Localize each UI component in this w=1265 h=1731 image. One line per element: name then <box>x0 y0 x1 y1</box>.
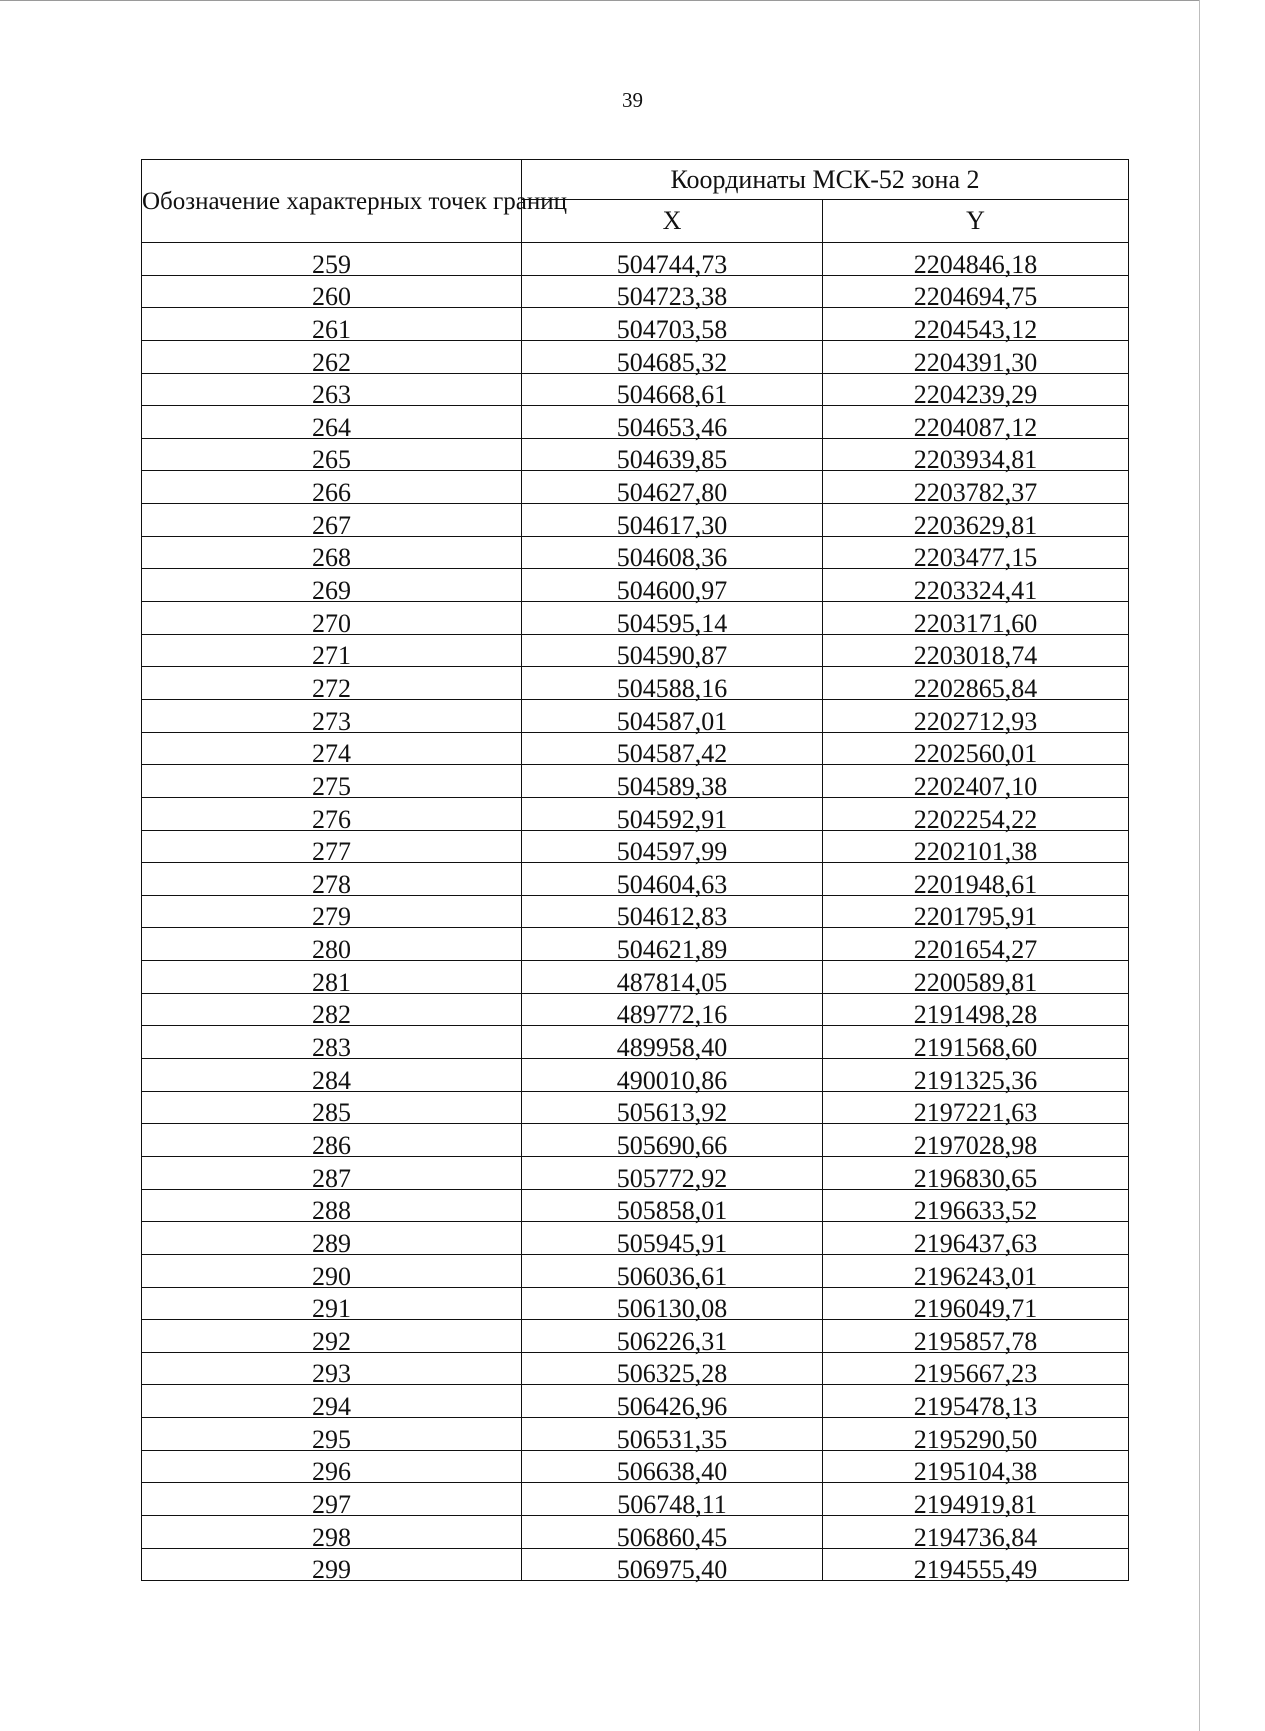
cell-x <box>522 1254 823 1291</box>
cell-y <box>823 504 1129 540</box>
scan-edge-top <box>0 0 1200 1</box>
cell-point-text: 265 <box>312 445 351 475</box>
cell-x-text: 505945,91 <box>616 1228 728 1258</box>
cell-y-text: 2195478,13 <box>913 1392 1038 1422</box>
cell-x <box>522 438 823 475</box>
cell-point-text: 267 <box>312 510 351 540</box>
cell-x-text: 504617,30 <box>616 510 728 540</box>
cell-point <box>142 699 522 736</box>
cell-x-text: 506638,40 <box>616 1457 728 1487</box>
cell-y <box>823 1483 1129 1519</box>
cell-y-text: 2194736,84 <box>913 1522 1038 1552</box>
cell-point-text: 291 <box>312 1294 351 1324</box>
cell-y-text: 2204087,12 <box>913 412 1038 442</box>
cell-x <box>522 1450 823 1487</box>
cell-x-text: 505613,92 <box>616 1098 728 1128</box>
cell-x <box>522 1124 823 1160</box>
cell-x-text: 504608,36 <box>616 543 728 573</box>
table-row <box>142 373 1129 406</box>
cell-point <box>142 406 522 442</box>
table-row <box>142 275 1129 308</box>
cell-point <box>142 1515 522 1552</box>
cell-point-text: 270 <box>312 608 351 638</box>
cell-point-text: 288 <box>312 1196 351 1226</box>
table-row <box>142 634 1129 667</box>
coordinates-table <box>141 159 1129 1585</box>
cell-x-text: 504703,58 <box>616 314 728 344</box>
cell-point <box>142 895 522 932</box>
header-y: Y <box>823 200 1129 243</box>
cell-point-text: 259 <box>312 249 351 279</box>
cell-point-text: 263 <box>312 380 351 410</box>
cell-point <box>142 536 522 573</box>
cell-point-text: 271 <box>312 641 351 671</box>
cell-point <box>142 1059 522 1095</box>
cell-x-text: 506226,31 <box>616 1326 728 1356</box>
cell-y <box>823 1352 1129 1389</box>
cell-point <box>142 1254 522 1291</box>
cell-point <box>142 863 522 899</box>
cell-y <box>823 1320 1129 1356</box>
cell-point-text: 292 <box>312 1326 351 1356</box>
cell-x-text: 504588,16 <box>616 673 728 703</box>
cell-y-text: 2202865,84 <box>913 673 1038 703</box>
cell-point-text: 280 <box>312 935 351 965</box>
cell-point-text: 287 <box>312 1163 351 1193</box>
cell-y <box>823 634 1129 671</box>
cell-x-text: 504612,83 <box>616 902 728 932</box>
cell-y <box>823 699 1129 736</box>
cell-x <box>522 373 823 410</box>
table-row <box>142 406 1129 439</box>
cell-x-text: 504589,38 <box>616 771 728 801</box>
cell-x <box>522 1352 823 1389</box>
cell-y-text: 2204239,29 <box>913 380 1038 410</box>
cell-x-text: 489958,40 <box>616 1033 728 1063</box>
cell-point <box>142 1287 522 1324</box>
cell-x <box>522 243 823 279</box>
cell-y-text: 2204391,30 <box>913 347 1038 377</box>
cell-point-text: 266 <box>312 478 351 508</box>
cell-y <box>823 797 1129 834</box>
cell-y <box>823 667 1129 703</box>
cell-y-text: 2201654,27 <box>913 935 1038 965</box>
cell-y <box>823 536 1129 573</box>
table-row <box>142 602 1129 635</box>
cell-y-text: 2195104,38 <box>913 1457 1038 1487</box>
header-coordinates-group: Координаты МСК-52 зона 2 <box>522 160 1129 200</box>
cell-point-text: 293 <box>312 1359 351 1389</box>
cell-x <box>522 895 823 932</box>
cell-y-text: 2196437,63 <box>913 1228 1038 1258</box>
table-row <box>142 438 1129 471</box>
table-row <box>142 340 1129 373</box>
cell-x-text: 504668,61 <box>616 380 728 410</box>
cell-x-text: 504590,87 <box>616 641 728 671</box>
cell-x-text: 504744,73 <box>616 249 728 279</box>
cell-y-text: 2201795,91 <box>913 902 1038 932</box>
cell-y <box>823 438 1129 475</box>
table-row <box>142 863 1129 896</box>
table-row <box>142 569 1129 602</box>
table-row <box>142 1222 1129 1255</box>
cell-point-text: 284 <box>312 1065 351 1095</box>
cell-x-text: 504653,46 <box>616 412 728 442</box>
cell-x <box>522 1418 823 1454</box>
cell-point <box>142 1450 522 1487</box>
cell-x-text: 506426,96 <box>616 1392 728 1422</box>
cell-x <box>522 928 823 965</box>
table-row <box>142 895 1129 928</box>
cell-y-text: 2204543,12 <box>913 314 1038 344</box>
cell-x <box>522 406 823 442</box>
cell-point-text: 272 <box>312 673 351 703</box>
cell-y <box>823 895 1129 932</box>
cell-point-text: 264 <box>312 412 351 442</box>
cell-y <box>823 1515 1129 1552</box>
table-body <box>142 243 1129 1585</box>
cell-y <box>823 1548 1129 1585</box>
cell-y-text: 2197221,63 <box>913 1098 1038 1128</box>
cell-x-text: 506130,08 <box>616 1294 728 1324</box>
cell-y-text: 2196830,65 <box>913 1163 1038 1193</box>
cell-point <box>142 732 522 769</box>
cell-point-text: 286 <box>312 1130 351 1160</box>
cell-y <box>823 1222 1129 1258</box>
table-row <box>142 699 1129 732</box>
cell-point-text: 274 <box>312 739 351 769</box>
cell-point <box>142 993 522 1030</box>
cell-point-text: 278 <box>312 869 351 899</box>
cell-x <box>522 1515 823 1552</box>
table-header <box>142 160 1129 243</box>
cell-y <box>823 406 1129 442</box>
cell-point-text: 285 <box>312 1098 351 1128</box>
cell-point-text: 268 <box>312 543 351 573</box>
cell-y-text: 2202560,01 <box>913 739 1038 769</box>
cell-y <box>823 1026 1129 1063</box>
cell-y-text: 2194555,49 <box>913 1555 1038 1585</box>
cell-x <box>522 863 823 899</box>
cell-point-text: 299 <box>312 1555 351 1585</box>
cell-point <box>142 1320 522 1356</box>
scan-edge-right <box>1199 0 1200 1731</box>
cell-x-text: 504587,42 <box>616 739 728 769</box>
cell-y <box>823 1189 1129 1226</box>
cell-x <box>522 1385 823 1422</box>
cell-y-text: 2195290,50 <box>913 1424 1038 1454</box>
cell-y-text: 2203324,41 <box>913 576 1038 606</box>
cell-point <box>142 438 522 475</box>
cell-y <box>823 765 1129 801</box>
cell-x-text: 506531,35 <box>616 1424 728 1454</box>
cell-point-text: 262 <box>312 347 351 377</box>
cell-point <box>142 797 522 834</box>
cell-point <box>142 602 522 638</box>
cell-point <box>142 1156 522 1193</box>
table-row <box>142 1385 1129 1418</box>
cell-x <box>522 993 823 1030</box>
cell-point-text: 281 <box>312 967 351 997</box>
cell-x <box>522 765 823 801</box>
cell-x-text: 504587,01 <box>616 706 728 736</box>
cell-y-text: 2191498,28 <box>913 1000 1038 1030</box>
cell-x-text: 504627,80 <box>616 478 728 508</box>
cell-y-text: 2203934,81 <box>913 445 1038 475</box>
cell-x <box>522 340 823 377</box>
cell-y <box>823 928 1129 965</box>
table-row <box>142 536 1129 569</box>
cell-y <box>823 1385 1129 1422</box>
cell-x-text: 505772,92 <box>616 1163 728 1193</box>
cell-x <box>522 308 823 344</box>
table-row <box>142 1515 1129 1548</box>
cell-y <box>823 275 1129 312</box>
cell-point-text: 297 <box>312 1489 351 1519</box>
cell-y <box>823 308 1129 344</box>
table-row <box>142 1287 1129 1320</box>
cell-point-text: 289 <box>312 1228 351 1258</box>
cell-x-text: 504621,89 <box>616 935 728 965</box>
cell-y <box>823 471 1129 508</box>
cell-point <box>142 569 522 606</box>
cell-point <box>142 1385 522 1422</box>
table-row <box>142 1418 1129 1451</box>
cell-x <box>522 1287 823 1324</box>
cell-x <box>522 667 823 703</box>
cell-x-text: 504723,38 <box>616 282 728 312</box>
cell-x-text: 504595,14 <box>616 608 728 638</box>
table-row <box>142 1124 1129 1157</box>
cell-x-text: 504600,97 <box>616 576 728 606</box>
cell-point-text: 279 <box>312 902 351 932</box>
table-row <box>142 1352 1129 1385</box>
table-row <box>142 993 1129 1026</box>
table-row <box>142 1450 1129 1483</box>
cell-y <box>823 1156 1129 1193</box>
cell-point-text: 296 <box>312 1457 351 1487</box>
table-row <box>142 1254 1129 1287</box>
cell-x <box>522 504 823 540</box>
cell-x <box>522 732 823 769</box>
cell-y-text: 2203018,74 <box>913 641 1038 671</box>
cell-point <box>142 1483 522 1519</box>
cell-x-text: 506975,40 <box>616 1555 728 1585</box>
cell-point <box>142 667 522 703</box>
cell-x-text: 504604,63 <box>616 869 728 899</box>
header-point-designation: Обозначение характерных точек границ <box>142 160 522 243</box>
cell-x <box>522 471 823 508</box>
table-row <box>142 1189 1129 1222</box>
cell-y-text: 2195667,23 <box>913 1359 1038 1389</box>
cell-x <box>522 1483 823 1519</box>
cell-y <box>823 732 1129 769</box>
header-x: X <box>522 200 823 243</box>
cell-y <box>823 1091 1129 1128</box>
cell-y <box>823 830 1129 867</box>
table-row <box>142 1548 1129 1581</box>
cell-point-text: 282 <box>312 1000 351 1030</box>
cell-y-text: 2196243,01 <box>913 1261 1038 1291</box>
cell-point-text: 290 <box>312 1261 351 1291</box>
cell-y-text: 2203171,60 <box>913 608 1038 638</box>
table-row <box>142 961 1129 994</box>
cell-y-text: 2191568,60 <box>913 1033 1038 1063</box>
cell-y-text: 2196049,71 <box>913 1294 1038 1324</box>
cell-x-text: 506325,28 <box>616 1359 728 1389</box>
table-row <box>142 928 1129 961</box>
cell-point-text: 276 <box>312 804 351 834</box>
cell-x-text: 490010,86 <box>616 1065 728 1095</box>
cell-x <box>522 602 823 638</box>
cell-point <box>142 765 522 801</box>
cell-x <box>522 1222 823 1258</box>
cell-y-text: 2196633,52 <box>913 1196 1038 1226</box>
table-row <box>142 830 1129 863</box>
cell-x <box>522 1059 823 1095</box>
cell-point <box>142 373 522 410</box>
cell-point-text: 294 <box>312 1392 351 1422</box>
cell-x <box>522 797 823 834</box>
cell-y <box>823 373 1129 410</box>
cell-y <box>823 1418 1129 1454</box>
cell-point <box>142 1189 522 1226</box>
cell-y <box>823 993 1129 1030</box>
cell-x <box>522 1026 823 1063</box>
cell-point-text: 275 <box>312 771 351 801</box>
cell-point <box>142 243 522 279</box>
cell-point <box>142 1548 522 1585</box>
page-number: 39 <box>622 88 643 112</box>
cell-y <box>823 961 1129 997</box>
cell-y-text: 2191325,36 <box>913 1065 1038 1095</box>
table-row <box>142 1059 1129 1092</box>
cell-point <box>142 504 522 540</box>
cell-point <box>142 340 522 377</box>
cell-point <box>142 308 522 344</box>
cell-x <box>522 275 823 312</box>
cell-y-text: 2204846,18 <box>913 249 1038 279</box>
cell-point <box>142 275 522 312</box>
cell-x <box>522 1320 823 1356</box>
cell-point-text: 277 <box>312 837 351 867</box>
cell-point <box>142 1352 522 1389</box>
cell-y-text: 2203477,15 <box>913 543 1038 573</box>
cell-x <box>522 1189 823 1226</box>
cell-point <box>142 634 522 671</box>
cell-point-text: 283 <box>312 1033 351 1063</box>
table-row <box>142 1026 1129 1059</box>
cell-point-text: 273 <box>312 706 351 736</box>
cell-x <box>522 1156 823 1193</box>
table-row <box>142 504 1129 537</box>
cell-point <box>142 1418 522 1454</box>
cell-y <box>823 1254 1129 1291</box>
cell-point <box>142 1124 522 1160</box>
cell-y-text: 2194919,81 <box>913 1489 1038 1519</box>
table-row <box>142 1320 1129 1353</box>
cell-x-text: 504639,85 <box>616 445 728 475</box>
table-row <box>142 667 1129 700</box>
cell-point <box>142 1091 522 1128</box>
table-row <box>142 732 1129 765</box>
cell-y-text: 2202712,93 <box>913 706 1038 736</box>
cell-y <box>823 1059 1129 1095</box>
cell-x <box>522 569 823 606</box>
cell-x <box>522 1548 823 1585</box>
cell-x <box>522 961 823 997</box>
cell-x-text: 506860,45 <box>616 1522 728 1552</box>
cell-point-text: 295 <box>312 1424 351 1454</box>
cell-x-text: 489772,16 <box>616 1000 728 1030</box>
cell-x-text: 505858,01 <box>616 1196 728 1226</box>
cell-point <box>142 830 522 867</box>
cell-y <box>823 863 1129 899</box>
cell-y <box>823 340 1129 377</box>
table-row <box>142 1156 1129 1189</box>
cell-x-text: 505690,66 <box>616 1130 728 1160</box>
table-row <box>142 765 1129 798</box>
cell-x-text: 504592,91 <box>616 804 728 834</box>
cell-y-text: 2202101,38 <box>913 837 1038 867</box>
cell-point-text: 269 <box>312 576 351 606</box>
cell-y-text: 2202407,10 <box>913 771 1038 801</box>
cell-y <box>823 602 1129 638</box>
cell-y <box>823 1450 1129 1487</box>
table-row <box>142 1483 1129 1516</box>
cell-x-text: 504685,32 <box>616 347 728 377</box>
cell-point-text: 298 <box>312 1522 351 1552</box>
cell-x <box>522 830 823 867</box>
cell-y-text: 2204694,75 <box>913 282 1038 312</box>
table-row <box>142 1091 1129 1124</box>
cell-x <box>522 1091 823 1128</box>
cell-x-text: 504597,99 <box>616 837 728 867</box>
table-row <box>142 471 1129 504</box>
cell-point <box>142 1026 522 1063</box>
cell-x-text: 506036,61 <box>616 1261 728 1291</box>
cell-y-text: 2202254,22 <box>913 804 1038 834</box>
cell-y <box>823 1124 1129 1160</box>
cell-x <box>522 699 823 736</box>
table-row <box>142 308 1129 341</box>
cell-x <box>522 536 823 573</box>
cell-y-text: 2203629,81 <box>913 510 1038 540</box>
cell-point-text: 260 <box>312 282 351 312</box>
cell-x-text: 487814,05 <box>616 967 728 997</box>
cell-x-text: 506748,11 <box>617 1489 727 1519</box>
cell-y-text: 2201948,61 <box>913 869 1038 899</box>
cell-point <box>142 1222 522 1258</box>
cell-y-text: 2197028,98 <box>913 1130 1038 1160</box>
cell-x <box>522 634 823 671</box>
cell-point <box>142 928 522 965</box>
cell-point <box>142 961 522 997</box>
cell-y-text: 2195857,78 <box>913 1326 1038 1356</box>
cell-y <box>823 243 1129 279</box>
table-row <box>142 797 1129 830</box>
cell-point <box>142 471 522 508</box>
cell-y-text: 2200589,81 <box>913 967 1038 997</box>
cell-y-text: 2203782,37 <box>913 478 1038 508</box>
cell-point-text: 261 <box>312 314 351 344</box>
cell-y <box>823 569 1129 606</box>
table-row <box>142 243 1129 276</box>
cell-y <box>823 1287 1129 1324</box>
